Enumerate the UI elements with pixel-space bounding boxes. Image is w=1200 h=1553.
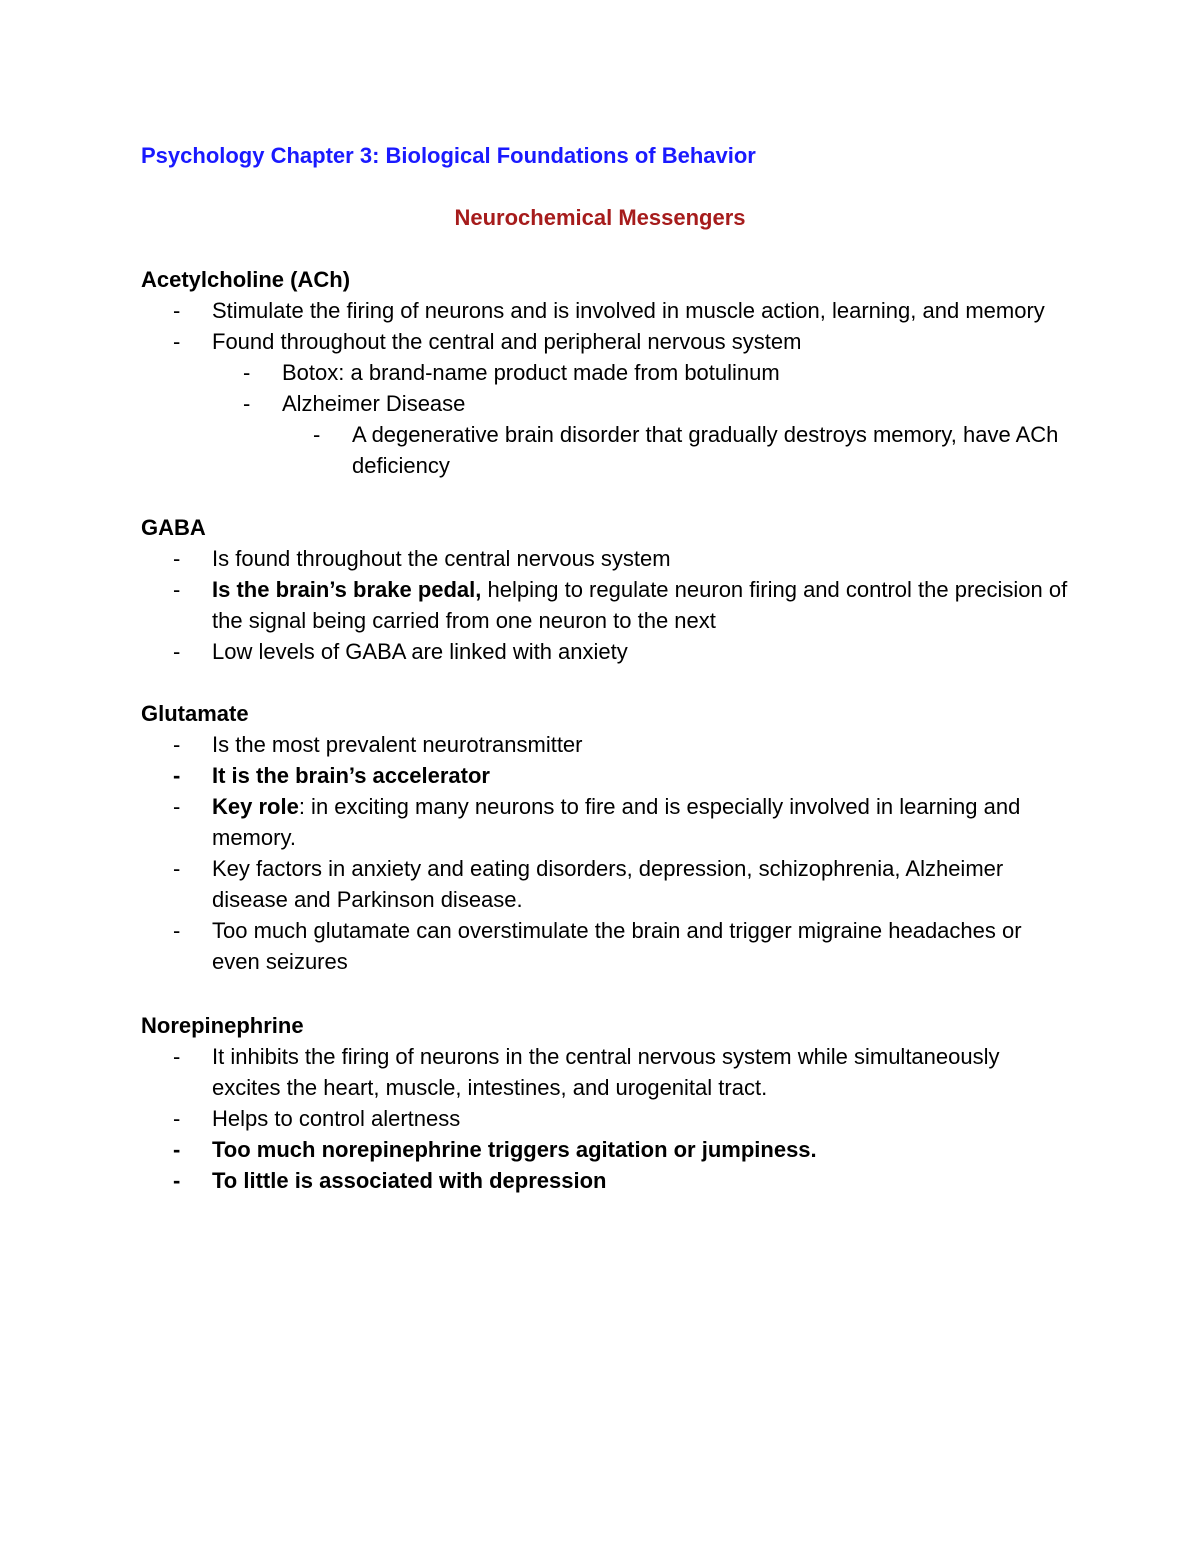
dash-bullet-icon: - [173, 763, 181, 788]
dash-bullet-icon: - [173, 856, 181, 881]
section-heading: Glutamate [141, 701, 249, 726]
dash-bullet-icon: - [173, 577, 181, 602]
list-item: - It is the brain’s accelerator [141, 760, 1071, 791]
bullet-list [141, 1041, 1071, 1196]
list-item: - To little is associated with depression [141, 1165, 1071, 1196]
dash-bullet-icon: - [173, 1106, 181, 1131]
bullet-list [141, 729, 1071, 977]
bullet-list [141, 543, 1071, 667]
dash-bullet-icon: - [243, 391, 251, 416]
dash-bullet-icon: - [173, 298, 181, 323]
section-glutamate [141, 698, 1071, 977]
list-item: - Botox: a brand-name product made from botulinum [141, 357, 1071, 388]
dash-bullet-icon: - [173, 1137, 181, 1162]
dash-bullet-icon: - [173, 794, 181, 819]
list-item: - Key role: in exciting many neurons to fire and is especially involved in learning and memory. [141, 791, 1071, 853]
list-item: - Key factors in anxiety and eating disorders, depression, schizophrenia, Alzheimer disease and Parkinson disease. [141, 853, 1071, 915]
section-gaba [141, 512, 1071, 667]
section-acetylcholine [141, 264, 1071, 481]
dash-bullet-icon: - [173, 1168, 181, 1193]
list-item: - Found throughout the central and peripheral nervous system [141, 326, 1071, 357]
dash-bullet-icon: - [313, 422, 321, 447]
dash-bullet-icon: - [173, 732, 181, 757]
dash-bullet-icon: - [173, 918, 181, 943]
dash-bullet-icon: - [173, 329, 181, 354]
dash-bullet-icon: - [173, 1044, 181, 1069]
list-item: - A degenerative brain disorder that gradually destroys memory, have ACh deficiency [141, 419, 1071, 481]
section-heading: Norepinephrine [141, 1013, 304, 1038]
list-item: - Stimulate the firing of neurons and is involved in muscle action, learning, and memory [141, 295, 1071, 326]
section-heading: GABA [141, 515, 206, 540]
section-heading: Acetylcholine (ACh) [141, 267, 351, 292]
document-subtitle: Neurochemical Messengers [454, 205, 746, 230]
list-item: - Is the brain’s brake pedal, helping to regulate neuron firing and control the precision of the signal being carried from one neuron to the next [141, 574, 1071, 636]
bullet-list [141, 295, 1071, 481]
list-item: - Is the most prevalent neurotransmitter [141, 729, 1071, 760]
dash-bullet-icon: - [173, 546, 181, 571]
list-item: - Too much glutamate can overstimulate the brain and trigger migraine headaches or even seizures [141, 915, 1071, 977]
section-norepinephrine [141, 1010, 1071, 1196]
list-item: - Alzheimer Disease [141, 388, 1071, 419]
list-item: - Helps to control alertness [141, 1103, 1071, 1134]
document-title: Psychology Chapter 3: Biological Foundations of Behavior [141, 143, 756, 168]
list-item: - Low levels of GABA are linked with anxiety [141, 636, 1071, 667]
list-item: - Too much norepinephrine triggers agitation or jumpiness. [141, 1134, 1071, 1165]
list-item: - Is found throughout the central nervous system [141, 543, 1071, 574]
dash-bullet-icon: - [243, 360, 251, 385]
list-item: - It inhibits the firing of neurons in the central nervous system while simultaneously excites the heart, muscle, intestines, and urogenital tract. [141, 1041, 1071, 1103]
dash-bullet-icon: - [173, 639, 181, 664]
